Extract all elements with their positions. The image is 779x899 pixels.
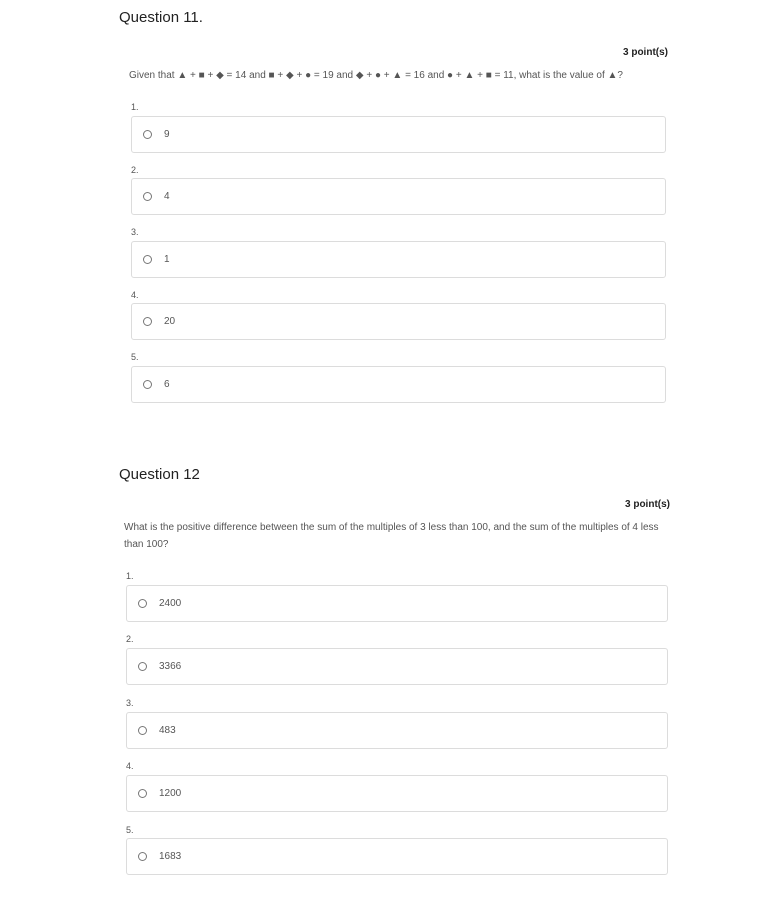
answer-option-label: 483 xyxy=(159,725,176,736)
answer-option-label: 2400 xyxy=(159,598,182,609)
option-number: 4. xyxy=(131,290,139,300)
answer-option[interactable] xyxy=(126,838,668,875)
question-title: Question 11. xyxy=(119,9,203,26)
answer-option-label: 4 xyxy=(164,191,170,202)
question-title: Question 12 xyxy=(119,466,200,483)
answer-option-label: 20 xyxy=(164,316,176,327)
question-points: 3 point(s) xyxy=(625,499,670,510)
answer-option-label: 1683 xyxy=(159,851,182,862)
question-text xyxy=(124,519,684,553)
option-number: 3. xyxy=(131,227,139,237)
option-number: 4. xyxy=(126,761,134,771)
question-text-line: than 100? xyxy=(124,539,169,550)
radio-button[interactable] xyxy=(138,789,147,798)
radio-button[interactable] xyxy=(138,662,147,671)
answer-option[interactable] xyxy=(126,775,668,812)
option-number: 5. xyxy=(126,825,134,835)
answer-option[interactable] xyxy=(126,585,668,622)
question-text: Given that ▲ + ■ + ◆ = 14 and ■ + ◆ + ● = 19 and ◆ + ● + ▲ = 16 and ● + ▲ + ■ = 11, what is the value of ▲? xyxy=(129,70,623,81)
answer-option-label: 9 xyxy=(164,129,170,140)
option-number: 3. xyxy=(126,698,134,708)
answer-option[interactable] xyxy=(126,712,668,749)
answer-option-label: 6 xyxy=(164,379,170,390)
option-number: 2. xyxy=(126,634,134,644)
answer-option[interactable] xyxy=(126,648,668,685)
option-number: 1. xyxy=(126,571,134,581)
radio-button[interactable] xyxy=(138,852,147,861)
option-number: 5. xyxy=(131,352,139,362)
answer-option-label: 1 xyxy=(164,254,170,265)
question-text-line: What is the positive difference between the sum of the multiples of 3 less than 100, and the sum of the multiples of 4 less xyxy=(124,522,659,533)
radio-button[interactable] xyxy=(138,726,147,735)
answer-option-label: 1200 xyxy=(159,788,182,799)
question-points: 3 point(s) xyxy=(623,47,668,58)
answer-option-label: 3366 xyxy=(159,661,182,672)
option-number: 1. xyxy=(131,102,139,112)
option-number: 2. xyxy=(131,165,139,175)
radio-button[interactable] xyxy=(138,599,147,608)
